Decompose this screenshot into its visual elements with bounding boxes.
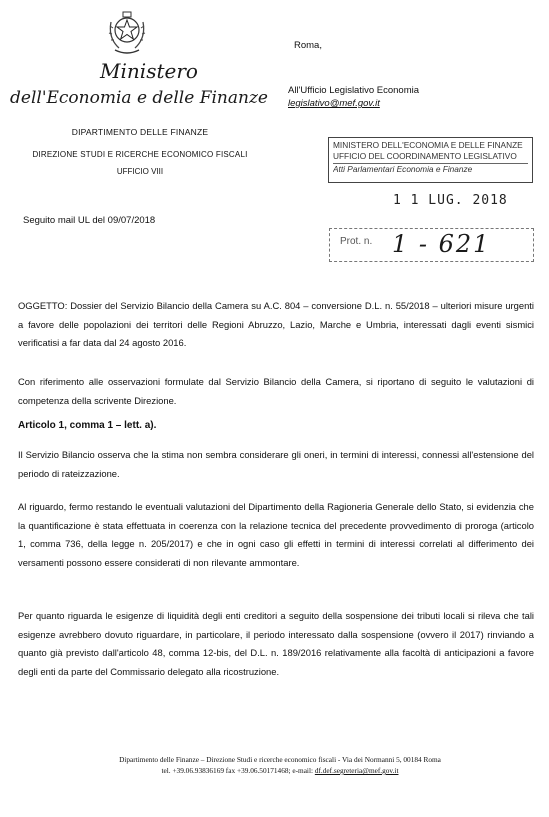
body-paragraph-3: Per quanto riguarda le esigenze di liquidità degli enti creditori a seguito della sospensione dei tributi locali si rileva che tali esigenze avrebbero dovuto riguardare, in particolare, il periodo interessato dalla sospensione (ovvero il 2017) rinviando a quanto già previsto dall'articolo 48, comma 12-bis, del D.L. n. 189/2016 relativamente alla facoltà di anticipazioni a favore degli enti da parte del Commissario delegato alla ricostruzione. — [18, 610, 534, 677]
reception-stamp — [328, 137, 533, 183]
reference-line: Seguito mail UL del 09/07/2018 — [23, 215, 156, 226]
body-paragraph-1: Il Servizio Bilancio osserva che la stima non sembra considerare gli oneri, in termini di interessi, connessi all'estensione del periodo di rateizzazione. — [18, 449, 534, 479]
footer-phone-fax: tel. +39.06.93836169 fax +39.06.50171468; e-mail: — [161, 766, 315, 775]
stamp-line3: Atti Parlamentari Economia e Finanze — [333, 163, 528, 175]
footer-contacts — [40, 765, 520, 776]
stamp-line2: UFFICIO DEL COORDINAMENTO LEGISLATIVO — [333, 151, 517, 161]
stamp-date: 1 1 LUG. 2018 — [393, 193, 508, 208]
italian-republic-emblem-icon — [105, 8, 149, 58]
page-footer — [40, 754, 520, 776]
department-name: DIPARTIMENTO DELLE FINANZE — [71, 127, 209, 137]
intro-paragraph: Con riferimento alle osservazioni formulate dal Servizio Bilancio della Camera, si riportano di seguito le valutazioni di competenza della scrivente Direzione. — [18, 376, 534, 406]
stamp-line1: MINISTERO DELL'ECONOMIA E DELLE FINANZE — [333, 140, 523, 150]
footer-address: Dipartimento delle Finanze – Direzione Studi e ricerche economico fiscali - Via dei Normanni 5, 00184 Roma — [119, 755, 441, 764]
recipient-office: All'Ufficio Legislativo Economia — [288, 85, 420, 96]
office-name: UFFICIO VIII — [116, 167, 164, 176]
recipient-email[interactable]: legislativo@mef.gov.it — [288, 98, 380, 109]
section-heading: Articolo 1, comma 1 – lett. a). — [18, 420, 157, 431]
ministry-name-line1: Ministero — [100, 59, 198, 83]
protocol-label: Prot. n. — [340, 236, 373, 247]
letter-city: Roma, — [294, 40, 322, 51]
ministry-name-line2: dell'Economia e delle Finanze — [10, 88, 268, 108]
body-paragraph-2: Al riguardo, fermo restando le eventuali valutazioni del Dipartimento della Ragioneria Generale dello Stato, si evidenzia che la quantificazione è stata effettuata in coerenza con la relazione tecnica del precedente provvedimento di proroga (articolo 1, comma 736, della legge n. 205/2017) e che in ogni caso gli effetti in termini di interessi correlati al differimento dei versamenti possono essere considerati di non rilevante ammontare. — [18, 501, 534, 568]
subject-paragraph: OGGETTO: Dossier del Servizio Bilancio della Camera su A.C. 804 – conversione D.L. n. 55/2018 – ulteriori misure urgenti a favore delle popolazioni dei territori delle Regioni Abruzzo, Lazio, Marche e Umbria, interessati dagli eventi sismici verificatisi a far data dal 24 agosto 2016. — [18, 300, 534, 348]
direction-name: DIREZIONE STUDI E RICERCHE ECONOMICO FISCALI — [32, 150, 248, 159]
footer-email[interactable]: df.def.segreteria@mef.gov.it — [314, 766, 399, 775]
protocol-number: 1 - 621 — [392, 230, 491, 258]
